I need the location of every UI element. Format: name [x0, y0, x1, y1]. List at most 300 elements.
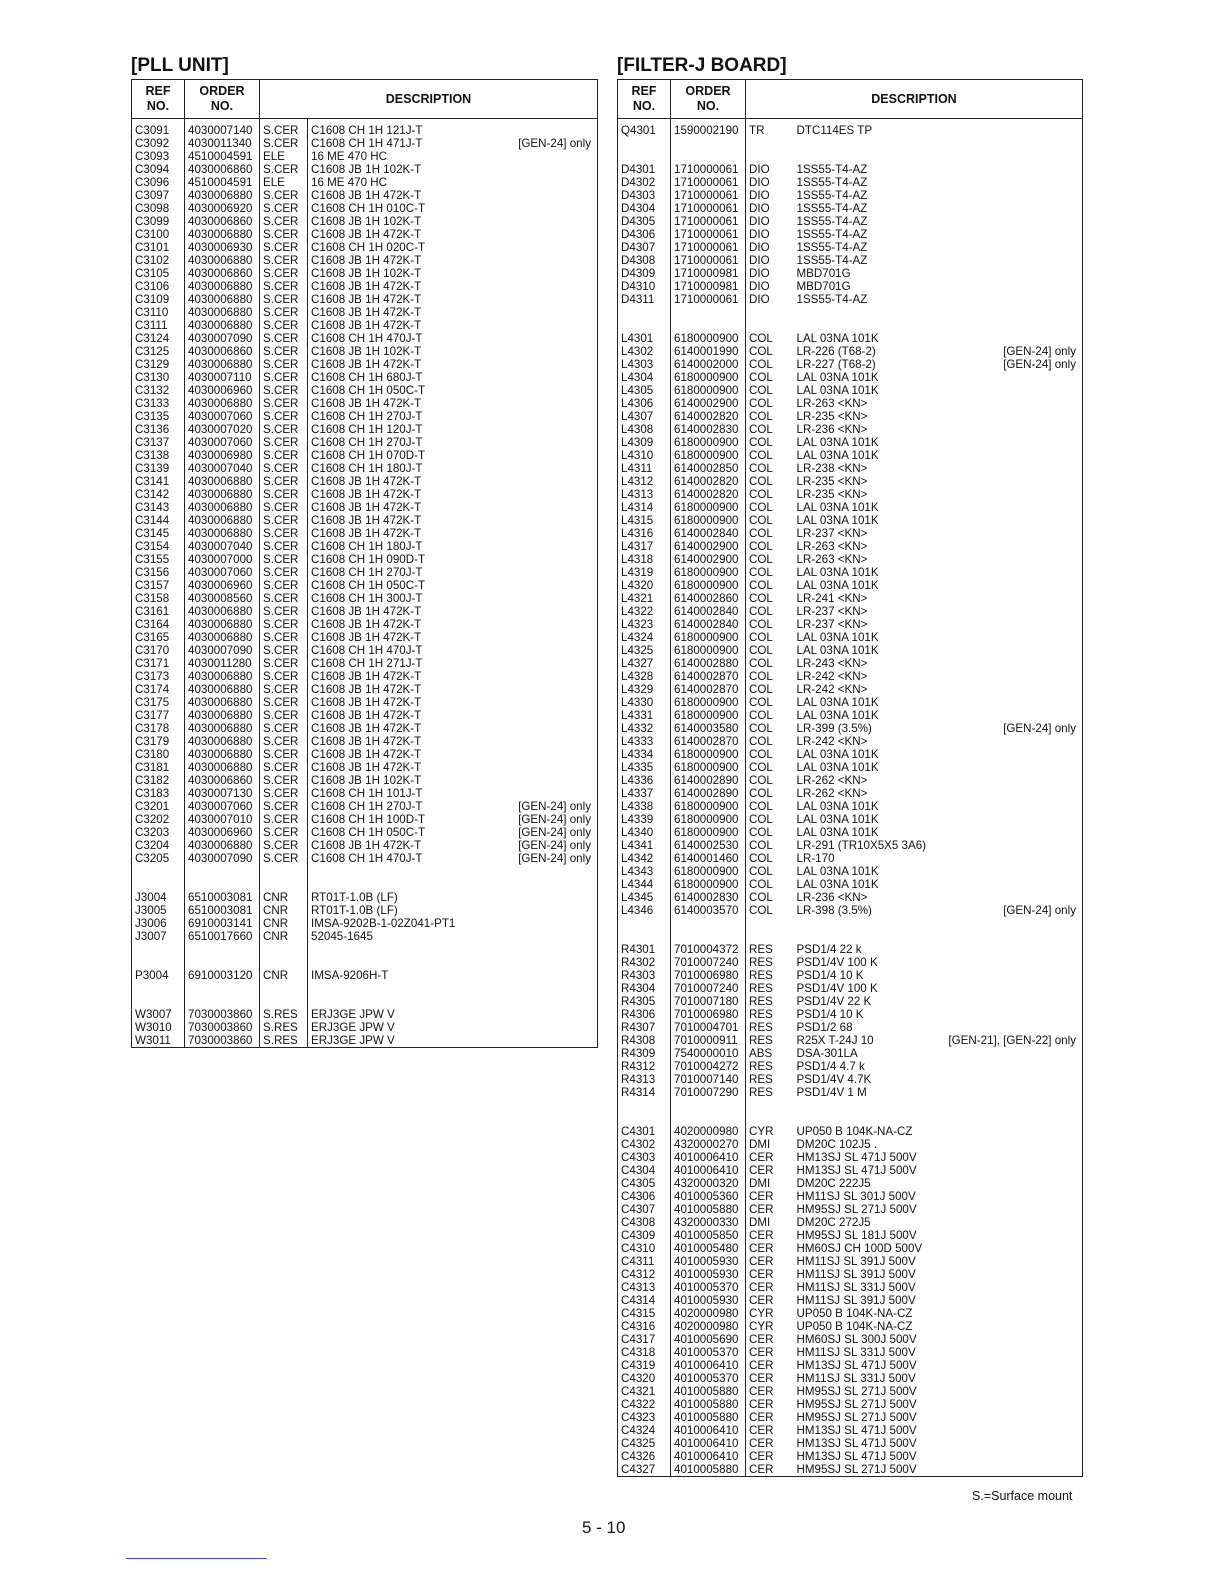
order-no-cell: 6180000900: [671, 813, 746, 826]
note-cell: [934, 423, 1083, 436]
type-cell: S.CER: [260, 241, 308, 254]
note-cell: [508, 969, 598, 982]
ref-no-cell: C3097: [132, 189, 185, 202]
table-row: [132, 397, 598, 410]
note-cell: [GEN-24] only: [518, 813, 591, 826]
description-cell: C1608 JB 1H 472K-T: [311, 358, 422, 371]
table-row: [618, 579, 1083, 592]
description-cell: HM13SJ SL 471J 500V: [796, 1164, 917, 1177]
note-cell: [508, 592, 598, 605]
note-cell: [934, 1346, 1083, 1359]
note-cell: [934, 800, 1083, 813]
order-no-cell: 6180000900: [671, 878, 746, 891]
type-cell: S.CER: [260, 137, 308, 150]
note-cell: [508, 423, 598, 436]
type-cell: S.CER: [260, 215, 308, 228]
description-cell: LR-238 <KN>: [796, 462, 868, 475]
table-row: [618, 878, 1083, 891]
description-cell: C1608 JB 1H 102K-T: [311, 774, 422, 787]
description-cell: 1SS55-T4-AZ: [796, 228, 868, 241]
description-cell: C1608 CH 1H 471J-T: [311, 137, 423, 150]
ref-no-cell: C3170: [132, 644, 185, 657]
table-row: [618, 1060, 1083, 1073]
type-cell: S.CER: [260, 644, 308, 657]
order-no-cell: 4010005880: [671, 1463, 746, 1477]
type-cell: S.CER: [260, 371, 308, 384]
table-row: [618, 1138, 1083, 1151]
description-cell: C1608 CH 1H 180J-T: [311, 462, 423, 475]
type-cell: DIO: [749, 254, 770, 267]
table-row: [132, 267, 598, 280]
description-cell: C1608 JB 1H 472K-T: [311, 683, 422, 696]
table-row: [132, 436, 598, 449]
table-row: [618, 1190, 1083, 1203]
ref-no-cell: C3136: [132, 423, 185, 436]
order-no-cell: 1710000061: [671, 163, 746, 176]
note-cell: [934, 865, 1083, 878]
order-no-cell: 4030007090: [185, 852, 260, 865]
type-cell: S.CER: [260, 709, 308, 722]
description-cell: LAL 03NA 101K: [796, 878, 879, 891]
note-cell: [508, 332, 598, 345]
note-cell: [508, 267, 598, 280]
ref-no-cell: C4325: [618, 1437, 671, 1450]
note-cell: [508, 410, 598, 423]
description-cell: C1608 JB 1H 472K-T: [311, 306, 422, 319]
type-cell: S.CER: [260, 592, 308, 605]
ref-no-cell: L4312: [618, 475, 671, 488]
table-row: [618, 176, 1083, 189]
ref-no-cell: C3201: [132, 800, 185, 813]
table-row: [618, 1437, 1083, 1450]
order-no-cell: 7010004372: [671, 943, 746, 956]
description-cell: LR-237 <KN>: [796, 618, 868, 631]
table-row: [618, 293, 1083, 306]
description-cell: LR-398 (3.5%): [796, 904, 872, 917]
ref-no-cell: D4304: [618, 202, 671, 215]
ref-no-cell: C3091: [132, 119, 185, 138]
type-cell: CER: [749, 1164, 774, 1177]
description-cell: C1608 CH 1H 050C-T: [311, 826, 426, 839]
description-cell: MBD701G: [796, 267, 851, 280]
type-cell: S.CER: [260, 345, 308, 358]
note-cell: [934, 592, 1083, 605]
note-cell: [508, 566, 598, 579]
type-cell: COL: [749, 566, 773, 579]
type-cell: CYR: [749, 1320, 774, 1333]
ref-no-cell: L4329: [618, 683, 671, 696]
order-no-cell: 6140003580: [671, 722, 746, 735]
description-header: DESCRIPTION: [746, 80, 1083, 119]
description-cell: C1608 CH 1H 270J-T: [311, 800, 423, 813]
ref-no-cell: L4336: [618, 774, 671, 787]
note-cell: [934, 813, 1083, 826]
ref-no-cell: L4315: [618, 514, 671, 527]
order-no-cell: 4030006930: [185, 241, 260, 254]
description-cell: C1608 CH 1H 010C-T: [311, 202, 426, 215]
note-cell: [934, 1164, 1083, 1177]
type-cell: S.CER: [260, 423, 308, 436]
type-cell: S.CER: [260, 254, 308, 267]
ref-no-cell: C3204: [132, 839, 185, 852]
description-cell: DM20C 272J5: [796, 1216, 871, 1229]
ref-no-cell: L4327: [618, 657, 671, 670]
ref-no-cell: L4313: [618, 488, 671, 501]
order-no-cell: 4030006880: [185, 618, 260, 631]
order-no-cell: 4030007140: [185, 119, 260, 138]
table-header-row: [132, 80, 598, 119]
order-no-cell: 7010007290: [671, 1086, 746, 1099]
table-row: [618, 839, 1083, 852]
table-row: [132, 813, 598, 826]
ref-no-cell: C3178: [132, 722, 185, 735]
order-no-cell: 6180000900: [671, 644, 746, 657]
description-cell: C1608 JB 1H 472K-T: [311, 761, 422, 774]
note-cell: [934, 1411, 1083, 1424]
ref-no-cell: C4304: [618, 1164, 671, 1177]
table-row: [132, 150, 598, 163]
table-header-row: [618, 80, 1083, 119]
ref-no-cell: C3130: [132, 371, 185, 384]
table-row: [618, 1242, 1083, 1255]
ref-no-cell: C3175: [132, 696, 185, 709]
order-no-cell: 1710000061: [671, 202, 746, 215]
type-cell: RES: [749, 1021, 773, 1034]
note-cell: [508, 683, 598, 696]
order-no-cell: 4010005930: [671, 1255, 746, 1268]
type-cell: S.CER: [260, 119, 308, 138]
note-cell: [GEN-24] only: [518, 800, 591, 813]
note-cell: [934, 1281, 1083, 1294]
type-cell: COL: [749, 358, 773, 371]
order-no-cell: 6180000900: [671, 436, 746, 449]
description-cell: DM20C 222J5: [796, 1177, 871, 1190]
table-row: [618, 267, 1083, 280]
note-cell: [GEN-24] only: [518, 852, 591, 865]
ref-no-cell: W3011: [132, 1034, 185, 1048]
note-cell: [934, 436, 1083, 449]
type-cell: S.CER: [260, 332, 308, 345]
ref-no-cell: R4307: [618, 1021, 671, 1034]
ref-no-cell: L4338: [618, 800, 671, 813]
ref-no-cell: R4302: [618, 956, 671, 969]
order-no-cell: 4030011280: [185, 657, 260, 670]
order-no-cell: 6180000900: [671, 761, 746, 774]
description-cell: C1608 JB 1H 472K-T: [311, 709, 422, 722]
table-row: [132, 618, 598, 631]
type-cell: COL: [749, 592, 773, 605]
order-no-cell: 6180000900: [671, 748, 746, 761]
table-row: [618, 202, 1083, 215]
note-cell: [934, 488, 1083, 501]
table-row: [618, 1021, 1083, 1034]
ref-no-cell: C3157: [132, 579, 185, 592]
note-cell: [934, 1424, 1083, 1437]
table-row: [618, 1203, 1083, 1216]
table-row: [132, 540, 598, 553]
type-cell: RES: [749, 1034, 773, 1047]
type-cell: CYR: [749, 1307, 774, 1320]
description-cell: 1SS55-T4-AZ: [796, 254, 868, 267]
table-row: [618, 631, 1083, 644]
order-no-cell: 6140002900: [671, 397, 746, 410]
note-cell: [934, 1294, 1083, 1307]
ref-no-cell: L4307: [618, 410, 671, 423]
ref-no-cell: C4322: [618, 1398, 671, 1411]
table-row: [132, 735, 598, 748]
order-no-cell: 1710000981: [671, 267, 746, 280]
description-cell: C1608 JB 1H 472K-T: [311, 696, 422, 709]
description-cell: C1608 JB 1H 472K-T: [311, 748, 422, 761]
table-row: [132, 657, 598, 670]
note-cell: [934, 982, 1083, 995]
table-row: [132, 761, 598, 774]
table-row: [618, 735, 1083, 748]
description-cell: LR-242 <KN>: [796, 735, 868, 748]
type-cell: DIO: [749, 189, 770, 202]
table-row: [132, 748, 598, 761]
type-cell: CER: [749, 1424, 774, 1437]
ref-no-cell: C3125: [132, 345, 185, 358]
type-cell: CER: [749, 1229, 774, 1242]
filter-j-board-title: [FILTER-J BOARD]: [617, 55, 787, 76]
table-row: [132, 839, 598, 852]
type-cell: S.CER: [260, 761, 308, 774]
ref-no-cell: C3105: [132, 267, 185, 280]
table-row: [618, 592, 1083, 605]
type-cell: COL: [749, 410, 773, 423]
description-cell: HM95SJ SL 181J 500V: [796, 1229, 917, 1242]
ref-no-cell: L4346: [618, 904, 671, 917]
type-cell: RES: [749, 969, 773, 982]
pll-unit-section: [131, 55, 598, 1048]
description-cell: HM60SJ SL 300J 500V: [796, 1333, 917, 1346]
description-cell: 1SS55-T4-AZ: [796, 176, 868, 189]
table-row: [618, 709, 1083, 722]
order-no-cell: 4010005370: [671, 1346, 746, 1359]
note-cell: [934, 1333, 1083, 1346]
description-cell: DM20C 102J5 .: [796, 1138, 878, 1151]
type-cell: S.CER: [260, 553, 308, 566]
description-cell: HM11SJ SL 391J 500V: [796, 1294, 916, 1307]
ref-no-cell: C4306: [618, 1190, 671, 1203]
table-row: [132, 930, 598, 943]
type-cell: RES: [749, 1086, 773, 1099]
type-cell: RES: [749, 1008, 773, 1021]
table-row: [132, 189, 598, 202]
note-cell: [934, 605, 1083, 618]
note-cell: [508, 670, 598, 683]
ref-no-cell: R4314: [618, 1086, 671, 1099]
type-cell: RES: [749, 982, 773, 995]
ref-no-cell: L4342: [618, 852, 671, 865]
table-row: [618, 462, 1083, 475]
description-cell: C1608 JB 1H 472K-T: [311, 488, 422, 501]
description-cell: HM60SJ CH 100D 500V: [796, 1242, 923, 1255]
order-no-cell: 4030007090: [185, 644, 260, 657]
ref-no-cell: J3006: [132, 917, 185, 930]
table-row: [132, 683, 598, 696]
note-cell: [934, 176, 1083, 189]
table-row: [618, 527, 1083, 540]
ref-no-cell: L4341: [618, 839, 671, 852]
description-cell: PSD1/4V 4.7K: [796, 1073, 872, 1086]
note-cell: [508, 176, 598, 189]
note-cell: [508, 306, 598, 319]
table-row: [132, 501, 598, 514]
table-row: [132, 514, 598, 527]
ref-no-cell: C3100: [132, 228, 185, 241]
ref-no-cell: C4307: [618, 1203, 671, 1216]
ref-no-cell: C3094: [132, 163, 185, 176]
table-row: [132, 137, 598, 150]
note-cell: [508, 475, 598, 488]
ref-no-cell: L4311: [618, 462, 671, 475]
description-cell: UP050 B 104K-NA-CZ: [796, 1307, 913, 1320]
note-cell: [508, 735, 598, 748]
ref-no-cell: L4333: [618, 735, 671, 748]
table-row: [618, 1372, 1083, 1385]
type-cell: CER: [749, 1450, 774, 1463]
description-cell: C1608 JB 1H 472K-T: [311, 501, 422, 514]
description-cell: DTC114ES TP: [796, 124, 873, 137]
table-row: [618, 215, 1083, 228]
description-cell: C1608 CH 1H 101J-T: [311, 787, 423, 800]
description-cell: C1608 JB 1H 102K-T: [311, 163, 422, 176]
order-no-cell: 4030006980: [185, 449, 260, 462]
note-cell: [GEN-24] only: [518, 137, 591, 150]
ref-no-cell: C4305: [618, 1177, 671, 1190]
table-row: [618, 1333, 1083, 1346]
order-no-cell: 4010005930: [671, 1294, 746, 1307]
table-row: [618, 1268, 1083, 1281]
note-cell: [934, 332, 1083, 345]
type-cell: S.CER: [260, 163, 308, 176]
order-no-cell: 4320000270: [671, 1138, 746, 1151]
ref-no-cell: C3106: [132, 280, 185, 293]
note-cell: [934, 709, 1083, 722]
ref-no-cell: P3004: [132, 969, 185, 982]
ref-no-cell: R4301: [618, 943, 671, 956]
type-cell: COL: [749, 332, 773, 345]
order-no-cell: 6180000900: [671, 501, 746, 514]
order-no-cell: 6140002530: [671, 839, 746, 852]
note-cell: [508, 449, 598, 462]
order-no-cell: 6140002840: [671, 605, 746, 618]
order-no-cell: 4010006410: [671, 1151, 746, 1164]
order-no-cell: 4030011340: [185, 137, 260, 150]
ref-no-cell: R4308: [618, 1034, 671, 1047]
note-cell: [GEN-21], [GEN-22] only: [948, 1034, 1076, 1047]
order-no-cell: 4030007060: [185, 436, 260, 449]
note-cell: [508, 891, 598, 904]
order-no-cell: 6180000900: [671, 826, 746, 839]
order-no-cell: 4030006880: [185, 397, 260, 410]
ref-no-cell: L4332: [618, 722, 671, 735]
table-row: [618, 1294, 1083, 1307]
group-spacer: [132, 982, 598, 1008]
type-cell: CNR: [260, 904, 308, 917]
note-cell: [934, 462, 1083, 475]
ref-no-cell: C3155: [132, 553, 185, 566]
ref-no-cell: C3141: [132, 475, 185, 488]
ref-no-cell: L4302: [618, 345, 671, 358]
order-no-cell: 6510017660: [185, 930, 260, 943]
type-cell: S.CER: [260, 774, 308, 787]
ref-no-cell: C3139: [132, 462, 185, 475]
ref-no-cell: C4302: [618, 1138, 671, 1151]
order-no-cell: 4320000320: [671, 1177, 746, 1190]
table-row: [132, 423, 598, 436]
type-cell: COL: [749, 904, 773, 917]
order-no-cell: 4030006960: [185, 826, 260, 839]
note-cell: [934, 1216, 1083, 1229]
type-cell: DMI: [749, 1177, 771, 1190]
table-row: [132, 852, 598, 865]
ref-no-cell: C3177: [132, 709, 185, 722]
note-cell: [508, 1034, 598, 1048]
type-cell: COL: [749, 579, 773, 592]
description-cell: LR-242 <KN>: [796, 683, 868, 696]
note-cell: [508, 644, 598, 657]
note-cell: [508, 202, 598, 215]
description-cell: LAL 03NA 101K: [796, 332, 879, 345]
table-row: [618, 1177, 1083, 1190]
table-row: [618, 696, 1083, 709]
type-cell: RES: [749, 1073, 773, 1086]
description-cell: ERJ3GE JPW V: [311, 1021, 395, 1034]
description-cell: LAL 03NA 101K: [796, 644, 879, 657]
note-cell: [508, 397, 598, 410]
type-cell: COL: [749, 670, 773, 683]
note-cell: [934, 852, 1083, 865]
order-no-cell: 1710000061: [671, 215, 746, 228]
type-cell: S.CER: [260, 631, 308, 644]
type-cell: COL: [749, 878, 773, 891]
filter-parts-table: [617, 79, 1083, 1477]
description-cell: C1608 JB 1H 472K-T: [311, 397, 422, 410]
type-cell: COL: [749, 644, 773, 657]
description-cell: LR-235 <KN>: [796, 410, 868, 423]
table-row: [618, 995, 1083, 1008]
table-row: [618, 1229, 1083, 1242]
note-cell: [934, 475, 1083, 488]
type-cell: COL: [749, 748, 773, 761]
description-cell: LAL 03NA 101K: [796, 566, 879, 579]
note-cell: [934, 748, 1083, 761]
type-cell: S.CER: [260, 579, 308, 592]
order-no-cell: 4030006880: [185, 501, 260, 514]
ref-no-cell: C3171: [132, 657, 185, 670]
description-cell: HM13SJ SL 471J 500V: [796, 1359, 917, 1372]
description-cell: C1608 JB 1H 102K-T: [311, 267, 422, 280]
order-no-cell: 7540000010: [671, 1047, 746, 1060]
description-cell: PSD1/4 22 k: [796, 943, 862, 956]
ref-no-cell: C4301: [618, 1125, 671, 1138]
ref-no-cell: L4306: [618, 397, 671, 410]
ref-no-cell: D4308: [618, 254, 671, 267]
description-cell: LAL 03NA 101K: [796, 865, 879, 878]
note-cell: [934, 280, 1083, 293]
order-no-cell: 4030006860: [185, 774, 260, 787]
table-row: [618, 722, 1083, 735]
type-cell: COL: [749, 553, 773, 566]
note-cell: [GEN-24] only: [1003, 358, 1076, 371]
order-no-cell: 6180000900: [671, 384, 746, 397]
description-cell: HM11SJ SL 301J 500V: [796, 1190, 916, 1203]
ref-no-cell: L4308: [618, 423, 671, 436]
order-no-cell: 4010005880: [671, 1411, 746, 1424]
